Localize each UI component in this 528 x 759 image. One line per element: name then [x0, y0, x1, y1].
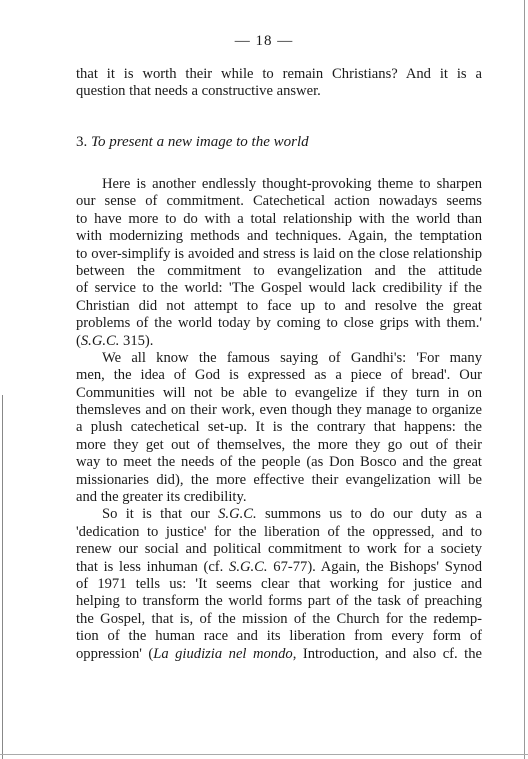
- text-line: Here is another endlessly thought-provoking theme to sharpen: [102, 176, 482, 192]
- text-line: themsleves and on their work, even though they manage to organize: [76, 402, 482, 419]
- text-line: (S.G.C. 315).: [76, 332, 154, 349]
- text-line: our sense of commitment. Catechetical action nowadays seems: [76, 193, 482, 210]
- text-line: 'dedication to justice' for the liberation of the oppressed, and to: [76, 523, 482, 540]
- text-line: the Gospel, that is, of the mission of the Church for the redemp-: [76, 610, 482, 627]
- text-line: helping to transform the world forms part of the task of preaching: [76, 593, 482, 610]
- text-line: with modernizing methods and techniques. Again, the temptation: [76, 228, 482, 245]
- text-line: question that needs a constructive answer.: [76, 83, 321, 100]
- text-line: missionaries did), the more effective their evangelization will be: [76, 471, 482, 488]
- intro-paragraph: [76, 66, 482, 101]
- text-line: between the commitment to evangelization and the attitude: [76, 262, 482, 279]
- text-line: Communities will not be able to evangelize if they turn in on: [76, 384, 482, 401]
- text-line: of 1971 tells us: 'It seems clear that working for justice and: [76, 575, 482, 592]
- text-line: that is less inhuman (cf. S.G.C. 67-77). Again, the Bishops' Synod: [76, 558, 483, 575]
- page-edge-bottom: [0, 754, 528, 755]
- text-line: to over-simplify is avoided and stress is laid on the close relationship: [76, 245, 482, 262]
- text-line: So it is that our S.G.C. summons us to do our duty as a: [102, 506, 482, 523]
- text-line: a plush catechetical set-up. It is the contrary that happens: the: [76, 419, 482, 436]
- text-line: tion of the human race and its liberation from every form of: [76, 628, 482, 645]
- text-line: We all know the famous saying of Gandhi's: 'For many: [102, 349, 482, 366]
- section-heading: [76, 134, 309, 151]
- body-text: [76, 176, 482, 663]
- text-line: problems of the world today by coming to close grips with them.': [76, 315, 482, 332]
- text-line: more they get out of themselves, the more they go out of their: [76, 436, 482, 453]
- page-number: — 18 —: [234, 33, 294, 49]
- section-number: 3.: [76, 134, 88, 150]
- text-line: that it is worth their while to remain Christians? And it is a: [76, 66, 482, 82]
- text-line: and the greater its credibility.: [76, 489, 247, 506]
- page-edge-left: [2, 395, 3, 759]
- text-line: way to meet the needs of the people (as Don Bosco and the great: [76, 454, 482, 471]
- section-title: To present a new image to the world: [91, 134, 309, 150]
- page-edge-right: [524, 0, 525, 759]
- text-line: Christian did not attempt to face up to and resolve the great: [76, 297, 482, 314]
- text-line: men, the idea of God is expressed as a piece of bread'. Our: [76, 367, 482, 384]
- text-line: of service to the world: 'The Gospel would lack credibility if the: [76, 280, 482, 297]
- text-line: to have more to do with a total relationship with the world than: [76, 210, 482, 227]
- text-line: renew our social and political commitment to work for a society: [76, 541, 482, 558]
- text-line: oppression' (La giudizia nel mondo, Introduction, and also cf. the: [76, 645, 482, 662]
